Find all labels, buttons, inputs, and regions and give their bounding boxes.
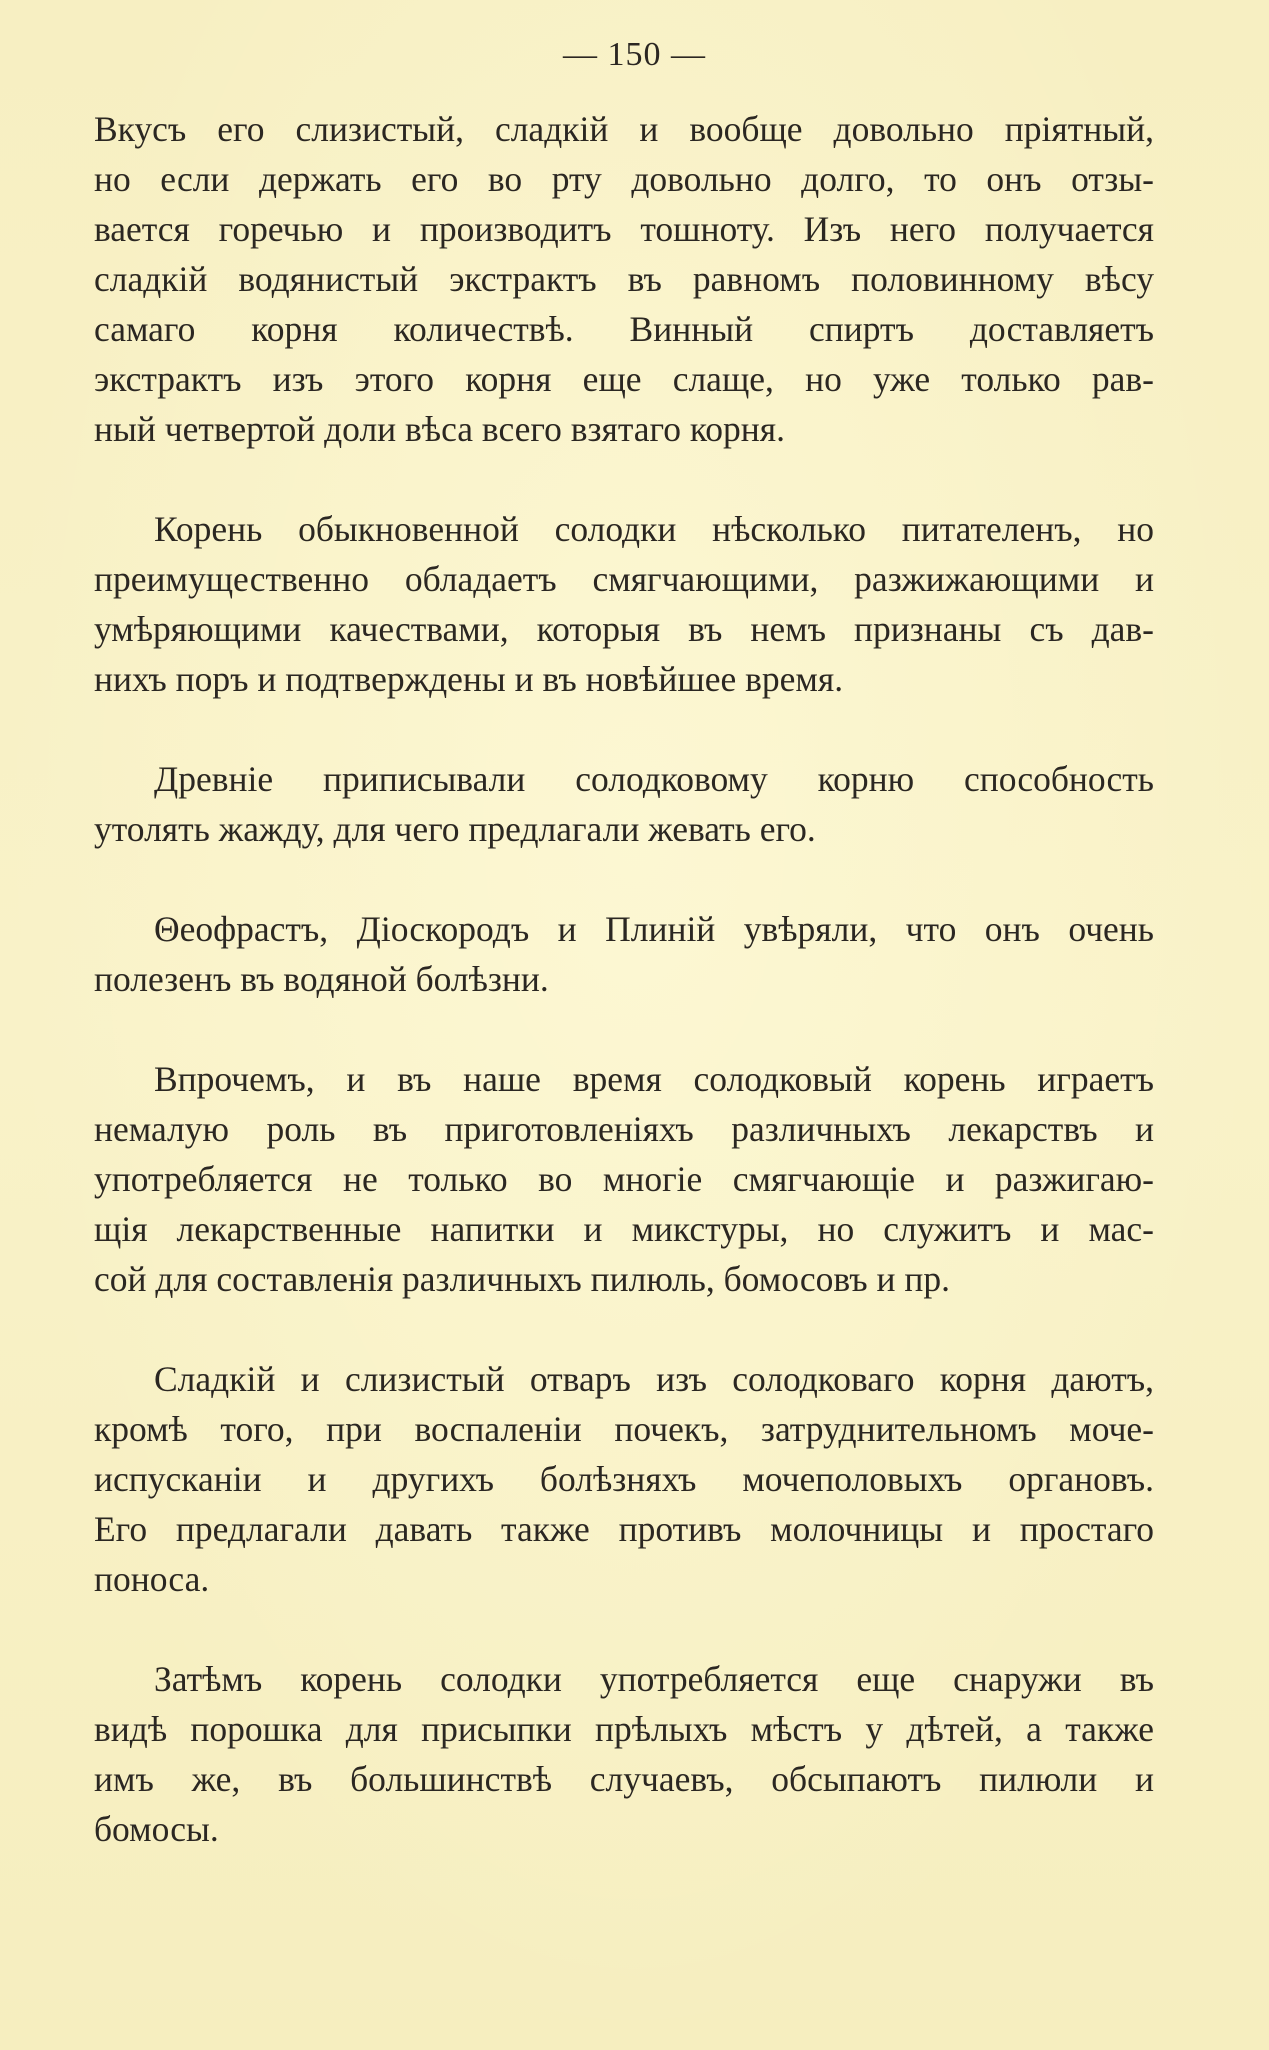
text-line: кромѣ того, при воспаленіи почекъ, затруднительномъ моче- bbox=[94, 1409, 1154, 1449]
paragraph bbox=[94, 754, 1154, 854]
text-line: поноса. bbox=[94, 1559, 210, 1599]
text-line: видѣ порошка для присыпки прѣлыхъ мѣстъ у дѣтей, а также bbox=[94, 1709, 1154, 1749]
text-line: щія лекарственные напитки и микстуры, но служитъ и мас- bbox=[94, 1209, 1154, 1249]
text-line: Сладкій и слизистый отваръ изъ солодковаго корня даютъ, bbox=[154, 1359, 1154, 1399]
text-line: имъ же, въ большинствѣ случаевъ, обсыпаютъ пилюли и bbox=[94, 1759, 1154, 1799]
text-line: Вкусъ его слизистый, сладкій и вообще довольно пріятный, bbox=[94, 109, 1154, 149]
paragraph bbox=[94, 1654, 1154, 1854]
page-number: — 150 — bbox=[563, 36, 706, 73]
text-line: Θеофрастъ, Діоскородъ и Плиній увѣряли, что онъ очень bbox=[154, 909, 1154, 949]
text-line: сладкій водянистый экстрактъ въ равномъ половинному вѣсу bbox=[94, 259, 1154, 299]
text-line: Древніе приписывали солодковому корню способность bbox=[154, 759, 1154, 799]
body-text bbox=[94, 104, 1154, 1904]
text-line: экстрактъ изъ этого корня еще слаще, но уже только рав- bbox=[94, 359, 1154, 399]
text-line: Впрочемъ, и въ наше время солодковый корень играетъ bbox=[154, 1059, 1154, 1099]
text-line: вается горечью и производитъ тошноту. Изъ него получается bbox=[94, 209, 1154, 249]
text-line: сой для составленія различныхъ пилюль, бомосовъ и пр. bbox=[94, 1259, 950, 1299]
text-line: полезенъ въ водяной болѣзни. bbox=[94, 959, 549, 999]
text-line: утолять жажду, для чего предлагали жевать его. bbox=[94, 809, 816, 849]
text-line: умѣряющими качествами, которыя въ немъ признаны съ дав- bbox=[94, 609, 1154, 649]
text-line: но если держать его во рту довольно долго, то онъ отзы- bbox=[94, 159, 1154, 199]
text-line: ный четвертой доли вѣса всего взятаго корня. bbox=[94, 409, 785, 449]
text-line: Корень обыкновенной солодки нѣсколько питателенъ, но bbox=[154, 509, 1154, 549]
paragraph bbox=[94, 104, 1154, 454]
text-line: немалую роль въ приготовленіяхъ различныхъ лекарствъ и bbox=[94, 1109, 1154, 1149]
paragraph bbox=[94, 504, 1154, 704]
paragraph bbox=[94, 1354, 1154, 1604]
text-line: Затѣмъ корень солодки употребляется еще снаружи въ bbox=[154, 1659, 1154, 1699]
text-line: самаго корня количествѣ. Винный спиртъ доставляетъ bbox=[94, 309, 1154, 349]
text-line: нихъ поръ и подтверждены и въ новѣйшее время. bbox=[94, 659, 844, 699]
paragraph bbox=[94, 1054, 1154, 1304]
paragraph bbox=[94, 904, 1154, 1004]
text-line: преимущественно обладаетъ смягчающими, разжижающими и bbox=[94, 559, 1154, 599]
text-line: испусканіи и другихъ болѣзняхъ мочеполовыхъ органовъ. bbox=[94, 1459, 1154, 1499]
text-line: Его предлагали давать также противъ молочницы и простаго bbox=[94, 1509, 1154, 1549]
text-line: бомосы. bbox=[94, 1809, 219, 1849]
text-line: употребляется не только во многіе смягчающіе и разжигаю- bbox=[94, 1159, 1154, 1199]
